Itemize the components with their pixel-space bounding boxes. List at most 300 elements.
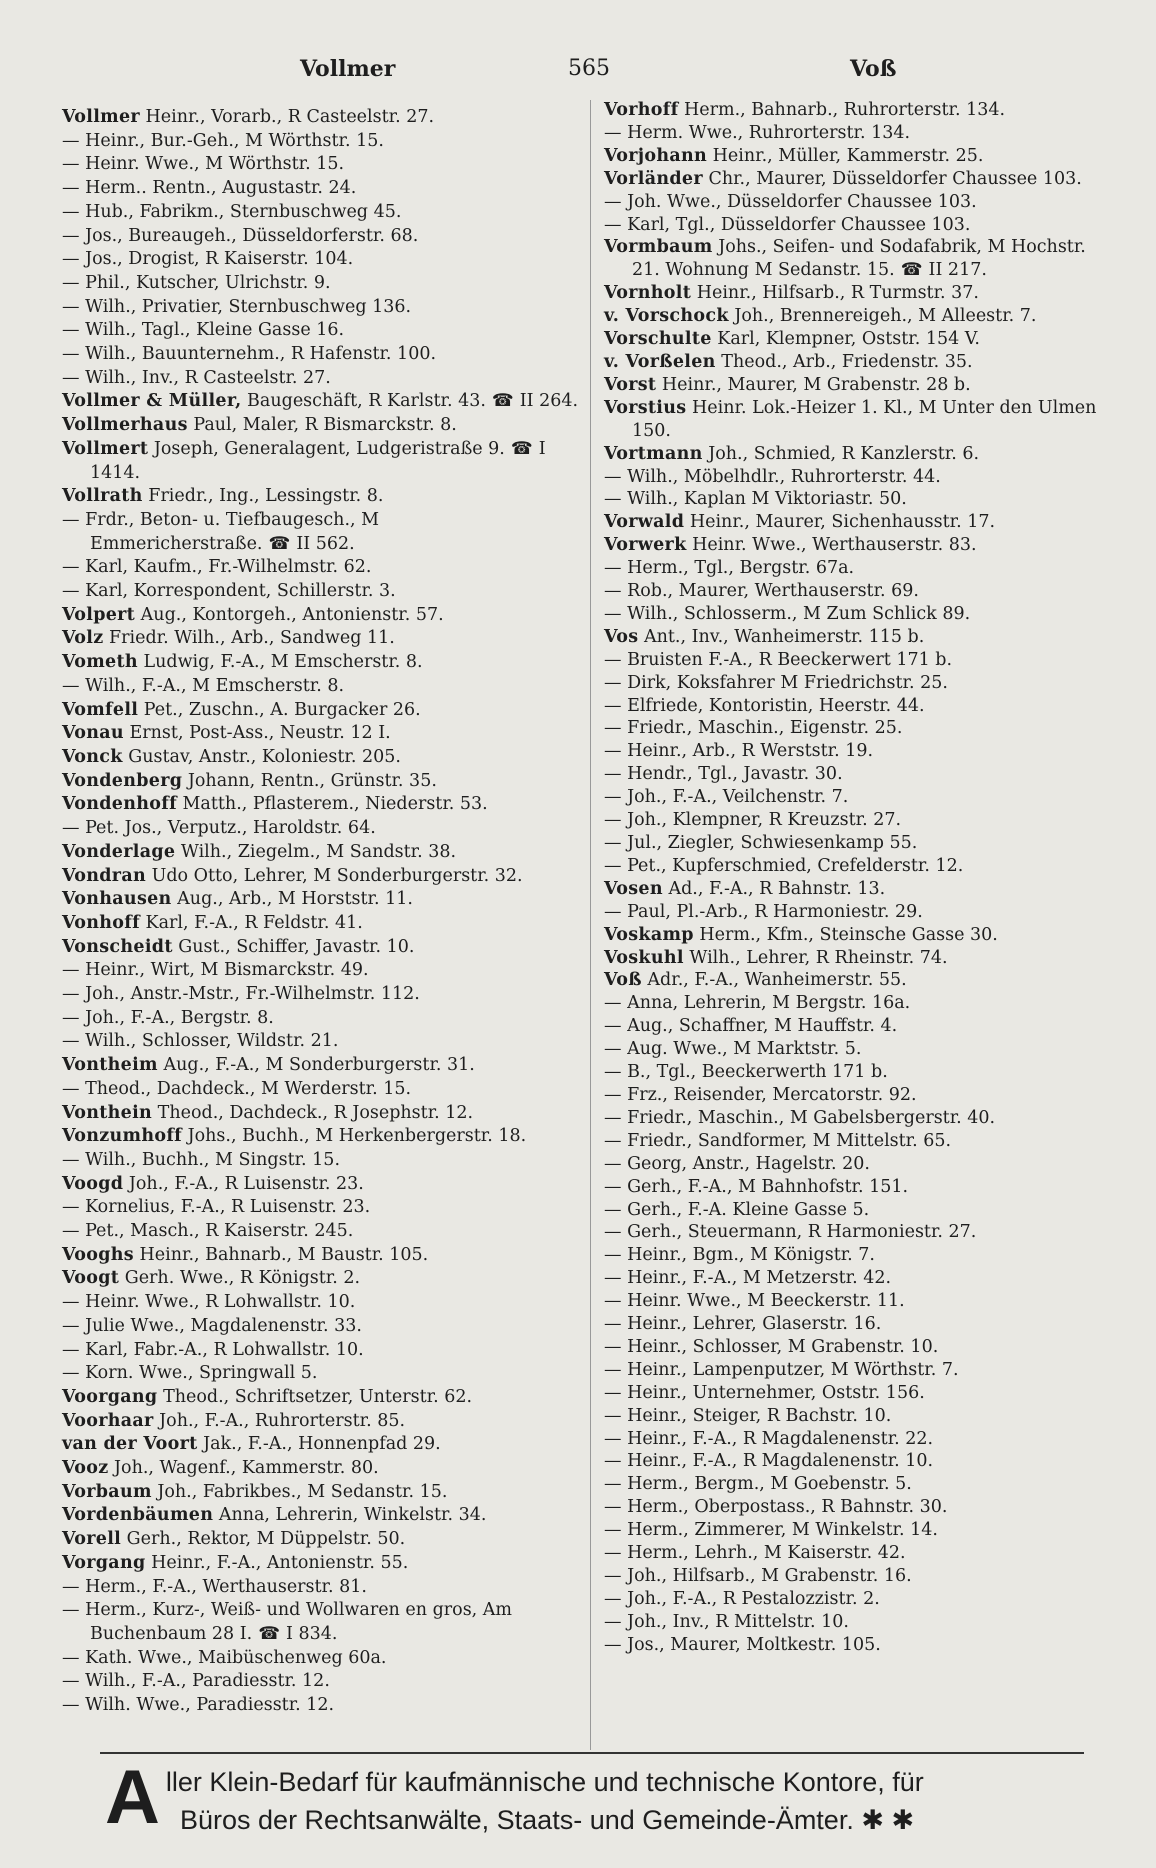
entry-details: — Karl, Tgl., Düsseldorfer Chaussee 103. (604, 214, 971, 235)
entry-details: Paul, Maler, R Bismarckstr. 8. (193, 415, 457, 436)
entry-details: Joh., Fabrikbes., M Sedanstr. 15. (157, 1481, 448, 1502)
entry-surname: Vollmer (62, 107, 140, 127)
directory-entry (604, 1519, 1104, 1542)
entry-surname: Voorgang (62, 1386, 158, 1407)
directory-entry (62, 1576, 582, 1600)
entry-surname: Vorschulte (604, 329, 712, 350)
entry-details: — Frdr., Beton- u. Tiefbaugesch., M Emmericherstraße. (62, 509, 380, 554)
entry-details: — Wilh., Kaplan M Viktoriastr. 50. (604, 489, 907, 510)
entry-details: Anna, Lehrerin, Winkelstr. 34. (218, 1505, 487, 1526)
entry-surname: Vorgang (62, 1552, 146, 1573)
entry-details: Karl, F.-A., R Feldstr. 41. (145, 912, 363, 933)
entry-surname: Voskamp (604, 924, 694, 945)
entry-details: — Elfriede, Kontoristin, Heerstr. 44. (604, 695, 925, 716)
entry-details: Baugeschäft, R Karlstr. 43. (247, 391, 486, 412)
entry-details: — Herm., F.-A., Werthauserstr. 81. (62, 1576, 367, 1597)
entry-surname: Vos (604, 626, 639, 647)
entry-surname: Vollmerhaus (62, 415, 188, 436)
directory-entry (604, 305, 1104, 328)
entry-details: Gerh. Wwe., R Königstr. 2. (124, 1268, 361, 1289)
directory-entry (604, 717, 1104, 740)
entry-details: — Joh. Wwe., Düsseldorfer Chaussee 103. (604, 191, 977, 212)
entry-details: — Wilh., Inv., R Casteelstr. 27. (62, 367, 331, 388)
entry-surname: Vosen (604, 878, 663, 899)
entry-details: — Karl, Kaufm., Fr.-Wilhelmstr. 62. (62, 557, 372, 578)
entry-details: Pet., Zuschn., A. Burgacker 26. (143, 699, 421, 720)
entry-details: — Joh., Inv., R Mittelstr. 10. (604, 1611, 849, 1632)
directory-entry (62, 865, 582, 889)
entry-details: — Heinr., F.-A., M Metzerstr. 42. (604, 1268, 892, 1289)
entry-surname: Vorell (62, 1529, 122, 1550)
entry-details: Wilh., Lehrer, R Rheinstr. 74. (689, 947, 948, 968)
entry-details: — Herm., Bergm., M Goebenstr. 5. (604, 1474, 912, 1495)
entry-surname: Vontheim (62, 1055, 158, 1076)
entry-details: — Wilh., Schlosser, Wildstr. 21. (62, 1031, 339, 1052)
directory-entry (62, 1007, 582, 1031)
directory-entry (604, 580, 1104, 603)
directory-entry (604, 236, 1104, 282)
entry-details: — Jos., Drogist, R Kaiserstr. 104. (62, 249, 354, 270)
entry-details: — Wilh., Schlosserm., M Zum Schlick 89. (604, 603, 971, 624)
directory-entry (62, 367, 582, 391)
entry-details: — Paul, Pl.-Arb., R Harmoniestr. 29. (604, 901, 923, 922)
entry-surname: Vorhoff (604, 100, 679, 120)
entry-details: — Heinr., Schlosser, M Grabenstr. 10. (604, 1336, 939, 1357)
directory-entry (62, 1386, 582, 1410)
directory-entry (62, 1244, 582, 1268)
directory-entry (62, 1149, 582, 1173)
entry-details: Joh., Wagenf., Kammerstr. 80. (114, 1458, 379, 1479)
directory-entry (604, 1565, 1104, 1588)
directory-entry (62, 485, 582, 509)
entry-surname: Voskuhl (604, 947, 684, 968)
directory-entry (62, 699, 582, 723)
entry-details: — Heinr., F.-A., R Magdalenenstr. 22. (604, 1428, 934, 1449)
directory-entry (62, 177, 582, 201)
directory-entry (604, 1611, 1104, 1634)
directory-entry (604, 786, 1104, 809)
entry-details: Karl, Klempner, Oststr. 154 V. (717, 329, 980, 350)
directory-entry (62, 1339, 582, 1363)
entry-details: — Kath. Wwe., Maibüschenweg 60a. (62, 1647, 387, 1668)
directory-entry (62, 1125, 582, 1149)
entry-surname: Vonau (62, 723, 124, 744)
running-head-right: Voß (850, 56, 897, 82)
entry-details: Gustav, Anstr., Koloniestr. 205. (128, 746, 401, 767)
entry-details: Joh., Brennereigeh., M Alleestr. 7. (734, 306, 1037, 327)
directory-entry (604, 214, 1104, 237)
entry-surname: v. Vorßelen (604, 351, 716, 372)
entry-details: — Pet. Jos., Verputz., Haroldstr. 64. (62, 818, 376, 839)
entry-surname: Vornholt (604, 283, 692, 304)
directory-entry (62, 1173, 582, 1197)
entry-surname: Voß (604, 970, 642, 991)
directory-entry (604, 1130, 1104, 1153)
directory-entry (604, 763, 1104, 786)
directory-entry (62, 817, 582, 841)
directory-entry (604, 99, 1104, 122)
directory-entry (62, 936, 582, 960)
entry-details: — Heinr. Wwe., M Beeckerstr. 11. (604, 1291, 905, 1312)
entry-details: Theod., Schriftsetzer, Unterstr. 62. (163, 1386, 473, 1407)
directory-entry (604, 626, 1104, 649)
entry-surname: Vorländer (604, 168, 703, 189)
directory-entry (62, 509, 582, 556)
entry-details: — Karl, Korrespondent, Schillerstr. 3. (62, 581, 396, 602)
entry-details: Heinr., Hilfsarb., R Turmstr. 37. (696, 283, 979, 304)
entry-details: — Wilh., Bauunternehm., R Hafenstr. 100. (62, 344, 437, 365)
entry-details: — Wilh., F.-A., M Emscherstr. 8. (62, 675, 345, 696)
directory-entry (604, 1405, 1104, 1428)
entry-details: Johann, Rentn., Grünstr. 35. (187, 770, 437, 791)
directory-entry (604, 1359, 1104, 1382)
entry-details: Joh., F.-A., Ruhrorterstr. 85. (159, 1410, 406, 1431)
directory-entry (604, 466, 1104, 489)
entry-details: — Herm., Kurz-, Weiß- und Wollwaren en gros, Am Buchenbaum 28 I. (62, 1600, 513, 1644)
entry-details: — Herm., Tgl., Bergstr. 67a. (604, 558, 855, 579)
directory-entry (62, 130, 582, 154)
entry-surname: Vondenberg (62, 770, 183, 791)
entry-surname: Vonck (62, 746, 123, 767)
directory-entry (604, 832, 1104, 855)
directory-entry (604, 328, 1104, 351)
directory-entry (604, 1015, 1104, 1038)
directory-entry (604, 1038, 1104, 1061)
directory-entry (62, 556, 582, 580)
directory-entry (62, 225, 582, 249)
entry-details: Joseph, Generalagent, Ludgeristraße 9. (153, 438, 505, 459)
entry-details: — Heinr., Lampenputzer, M Wörthstr. 7. (604, 1359, 959, 1380)
directory-entry (604, 1244, 1104, 1267)
directory-entry (62, 580, 582, 604)
entry-details: — Heinr., F.-A., R Magdalenenstr. 10. (604, 1451, 934, 1472)
entry-details: — Jos., Bureaugeh., Düsseldorferstr. 68. (62, 225, 419, 246)
entry-details: — Gerh., F.-A., M Bahnhofstr. 151. (604, 1176, 909, 1197)
entry-details: Aug., Arb., M Horststr. 11. (177, 889, 413, 910)
entry-surname: Vormbaum (604, 237, 713, 258)
entry-details: — Dirk, Koksfahrer M Friedrichstr. 25. (604, 672, 948, 693)
entry-surname: Vorst (604, 374, 657, 395)
directory-entry (62, 153, 582, 177)
entry-details: Gerh., Rektor, M Düppelstr. 50. (126, 1529, 406, 1550)
directory-entry (604, 1336, 1104, 1359)
entry-surname: Vorwerk (604, 535, 687, 556)
entry-details: — Korn. Wwe., Springwall 5. (62, 1363, 318, 1384)
entry-details: — Wilh., Tagl., Kleine Gasse 16. (62, 320, 345, 341)
entry-details: — Aug., Schaffner, M Hauffstr. 4. (604, 1016, 898, 1037)
entry-surname: Vondenhoff (62, 794, 177, 815)
entry-details: Herm., Kfm., Steinsche Gasse 30. (699, 924, 998, 945)
entry-details: — Friedr., Maschin., Eigenstr. 25. (604, 718, 903, 739)
directory-entry (604, 351, 1104, 374)
entry-details: — Heinr., Unternehmer, Oststr. 156. (604, 1382, 925, 1403)
telephone-icon: ☎ (900, 260, 923, 281)
directory-entry (604, 488, 1104, 511)
directory-entry (604, 947, 1104, 970)
entry-details: — Kornelius, F.-A., R Luisenstr. 23. (62, 1197, 371, 1218)
directory-entry (604, 1084, 1104, 1107)
directory-entry (604, 901, 1104, 924)
entry-details: Chr., Maurer, Düsseldorfer Chaussee 103. (708, 168, 1082, 189)
entry-details: — Joh., Anstr.-Mstr., Fr.-Wilhelmstr. 112. (62, 984, 420, 1005)
entry-details: — Heinr. Wwe., M Wörthstr. 15. (62, 154, 345, 175)
directory-entry (62, 1220, 582, 1244)
directory-entry (604, 511, 1104, 534)
left-column (62, 106, 582, 1718)
directory-entry (604, 603, 1104, 626)
right-column (604, 99, 1104, 1657)
telephone-icon: ☎ (258, 1624, 281, 1644)
directory-entry (62, 201, 582, 225)
entry-details: Ant., Inv., Wanheimerstr. 115 b. (643, 626, 925, 647)
phone-number: II 562. (296, 533, 355, 554)
entry-details: — Phil., Kutscher, Ulrichstr. 9. (62, 272, 331, 293)
column-divider (590, 100, 591, 1750)
directory-entry (62, 888, 582, 912)
directory-entry (604, 1473, 1104, 1496)
directory-entry (62, 1030, 582, 1054)
ad-initial: A (105, 1755, 160, 1840)
directory-entry (62, 983, 582, 1007)
directory-entry (604, 992, 1104, 1015)
entry-details: — Gerh., Steuermann, R Harmoniestr. 27. (604, 1222, 977, 1243)
entry-details: — Theod., Dachdeck., M Werderstr. 15. (62, 1078, 412, 1099)
entry-details: — Frz., Reisender, Mercatorstr. 92. (604, 1084, 917, 1105)
directory-entry (62, 675, 582, 699)
directory-entry (62, 1054, 582, 1078)
entry-details: — Rob., Maurer, Werthauserstr. 69. (604, 581, 919, 602)
directory-entry (62, 1102, 582, 1126)
entry-details: Johs., Buchh., M Herkenbergerstr. 18. (187, 1126, 527, 1147)
entry-details: — Hub., Fabrikm., Sternbuschweg 45. (62, 201, 402, 222)
entry-details: Heinr., Maurer, M Grabenstr. 28 b. (661, 374, 971, 395)
entry-details: — Bruisten F.-A., R Beeckerwert 171 b. (604, 649, 953, 670)
entry-surname: Voogt (62, 1268, 120, 1289)
directory-entry (604, 374, 1104, 397)
directory-entry (604, 443, 1104, 466)
directory-entry (62, 1694, 582, 1718)
directory-entry (62, 1481, 582, 1505)
entry-details: Heinr., Müller, Kammerstr. 25. (712, 145, 984, 166)
entry-surname: Vorbaum (62, 1481, 152, 1502)
directory-entry (62, 438, 582, 485)
directory-entry (604, 1634, 1104, 1657)
entry-details: Heinr., Bahnarb., M Baustr. 105. (139, 1244, 429, 1265)
entry-details: — Heinr., Bgm., M Königstr. 7. (604, 1245, 875, 1266)
directory-entry (604, 809, 1104, 832)
entry-details: — Wilh., F.-A., Paradiesstr. 12. (62, 1671, 330, 1692)
directory-entry (62, 414, 582, 438)
directory-entry (604, 649, 1104, 672)
directory-entry (604, 282, 1104, 305)
directory-entry (62, 1315, 582, 1339)
directory-entry (62, 1078, 582, 1102)
directory-entry (604, 740, 1104, 763)
entry-details: Heinr., Maurer, Sichenhausstr. 17. (689, 512, 996, 533)
directory-entry (62, 1552, 582, 1576)
entry-details: Johs., Seifen- und Sodafabrik, M Hochstr. 21. Wohnung M Sedanstr. 15. (632, 237, 1086, 281)
phone-number: I 834. (286, 1624, 338, 1644)
directory-entry (62, 1599, 582, 1646)
entry-surname: Vomfell (62, 699, 139, 720)
entry-details: — Joh., Hilfsarb., M Grabenstr. 16. (604, 1566, 912, 1586)
ad-line-1: ller Klein-Bedarf für kaufmännische und technische Kontore, für (165, 1767, 924, 1797)
directory-entry (62, 627, 582, 651)
directory-entry (604, 924, 1104, 947)
phone-number: II 217. (928, 260, 987, 281)
phone-number: II 264. (519, 391, 579, 412)
entry-surname: van der Voort (62, 1434, 198, 1455)
entry-surname: Vollrath (62, 486, 143, 507)
directory-entry (62, 841, 582, 865)
directory-entry (604, 969, 1104, 992)
entry-details: — Wilh. Wwe., Paradiesstr. 12. (62, 1695, 335, 1716)
entry-surname: Voogd (62, 1173, 124, 1194)
directory-entry (62, 746, 582, 770)
entry-details: Adr., F.-A., Wanheimerstr. 55. (647, 970, 907, 991)
directory-entry (604, 557, 1104, 580)
entry-details: — Pet., Masch., R Kaiserstr. 245. (62, 1221, 354, 1242)
ad-line-2: Büros der Rechtsanwälte, Staats- und Gemeinde-Ämter. ✱ ✱ (180, 1805, 915, 1835)
entry-details: — Wilh., Möbelhdlr., Ruhrorterstr. 44. (604, 466, 941, 487)
directory-entry (62, 1291, 582, 1315)
directory-entry (62, 106, 582, 130)
entry-surname: Voorhaar (62, 1410, 154, 1431)
entry-details: Friedr. Wilh., Arb., Sandweg 11. (109, 628, 395, 649)
directory-entry (604, 1428, 1104, 1451)
entry-details: — Herm., Oberpostass., R Bahnstr. 30. (604, 1497, 948, 1518)
directory-entry (604, 1267, 1104, 1290)
directory-entry (604, 1221, 1104, 1244)
entry-surname: v. Vorschock (604, 306, 729, 327)
entry-details: Heinr. Wwe., Werthauserstr. 83. (692, 535, 977, 556)
entry-surname: Vonthein (62, 1102, 153, 1123)
directory-entry (62, 651, 582, 675)
directory-entry (62, 1504, 582, 1528)
directory-entry (604, 397, 1104, 443)
directory-entry (604, 122, 1104, 145)
footer-rule (100, 1752, 1084, 1754)
entry-details: Aug., Kontorgeh., Antonienstr. 57. (140, 604, 444, 625)
directory-entry (604, 855, 1104, 878)
directory-entry (604, 1382, 1104, 1405)
entry-surname: Vooz (62, 1458, 109, 1479)
directory-entry (604, 1588, 1104, 1611)
entry-details: — Herm., Lehrh., M Kaiserstr. 42. (604, 1543, 906, 1564)
directory-entry (62, 272, 582, 296)
entry-details: Aug., F.-A., M Sonderburgerstr. 31. (163, 1055, 475, 1076)
directory-entry (62, 1647, 582, 1671)
entry-details: — Gerh., F.-A. Kleine Gasse 5. (604, 1199, 870, 1220)
entry-details: Jak., F.-A., Honnenpfad 29. (203, 1434, 441, 1455)
directory-entry (62, 319, 582, 343)
directory-entry (62, 1362, 582, 1386)
directory-entry (604, 1496, 1104, 1519)
directory-entry (62, 770, 582, 794)
directory-entry (604, 534, 1104, 557)
entry-surname: Vonhausen (62, 889, 172, 910)
entry-surname: Vooghs (62, 1244, 134, 1265)
directory-entry (604, 1450, 1104, 1473)
directory-entry (604, 1542, 1104, 1565)
directory-entry (604, 695, 1104, 718)
entry-details: — Jul., Ziegler, Schwiesenkamp 55. (604, 833, 918, 853)
entry-details: Heinr. Lok.-Heizer 1. Kl., M Unter den Ulmen 150. (632, 397, 1097, 441)
entry-details: — Julie Wwe., Magdalenenstr. 33. (62, 1315, 362, 1336)
directory-entry (604, 168, 1104, 191)
entry-details: — B., Tgl., Beeckerwerth 171 b. (604, 1062, 888, 1083)
directory-entry (604, 1107, 1104, 1130)
directory-entry (604, 878, 1104, 901)
entry-surname: Vonzumhoff (62, 1126, 182, 1147)
entry-details: — Friedr., Maschin., M Gabelsbergerstr. 40. (604, 1107, 996, 1128)
telephone-icon: ☎ (491, 391, 514, 412)
directory-entry (604, 1153, 1104, 1176)
entry-surname: Volpert (62, 604, 136, 625)
entry-details: — Joh., F.-A., Veilchenstr. 7. (604, 787, 849, 808)
directory-entry (62, 959, 582, 983)
entry-surname: Vonderlage (62, 841, 176, 862)
phone-number: I 1414. (90, 438, 546, 483)
entry-details: Ernst, Post-Ass., Neustr. 12 I. (129, 723, 391, 744)
entry-surname: Volz (62, 628, 104, 649)
entry-surname: Vometh (62, 652, 138, 673)
entry-details: Gust., Schiffer, Javastr. 10. (178, 936, 415, 957)
directory-entry (604, 191, 1104, 214)
entry-details: — Joh., F.-A., R Pestalozzistr. 2. (604, 1588, 880, 1609)
entry-details: — Herm., Zimmerer, M Winkelstr. 14. (604, 1520, 938, 1541)
entry-surname: Vortmann (604, 443, 703, 464)
entry-details: — Heinr., Wirt, M Bismarckstr. 49. (62, 960, 369, 981)
directory-entry (62, 248, 582, 272)
directory-entry (62, 912, 582, 936)
telephone-icon: ☎ (268, 533, 291, 554)
entry-details: Matth., Pflasterem., Niederstr. 53. (182, 794, 488, 815)
directory-entry (62, 296, 582, 320)
directory-entry (604, 672, 1104, 695)
directory-entry (604, 1176, 1104, 1199)
entry-surname: Vollmert (62, 438, 149, 459)
entry-surname: Vordenbäumen (62, 1505, 214, 1526)
directory-entry (62, 1410, 582, 1434)
directory-entry (604, 1313, 1104, 1336)
directory-entry (604, 1199, 1104, 1222)
entry-details: Herm., Bahnarb., Ruhrorterstr. 134. (684, 100, 1006, 120)
running-head-left: Vollmer (300, 56, 396, 82)
directory-entry (604, 1290, 1104, 1313)
entry-details: — Joh., F.-A., Bergstr. 8. (62, 1007, 274, 1028)
directory-entry (62, 1528, 582, 1552)
entry-details: — Georg, Anstr., Hagelstr. 20. (604, 1153, 870, 1174)
entry-details: — Heinr., Steiger, R Bachstr. 10. (604, 1405, 892, 1426)
entry-details: — Aug. Wwe., M Marktstr. 5. (604, 1039, 862, 1060)
directory-entry (62, 1433, 582, 1457)
entry-surname: Vondran (62, 865, 146, 886)
entry-details: Joh., F.-A., R Luisenstr. 23. (128, 1173, 364, 1194)
entry-details: Heinr., F.-A., Antonienstr. 55. (151, 1552, 409, 1573)
entry-details: — Pet., Kupferschmied, Crefelderstr. 12. (604, 855, 964, 876)
directory-entry (62, 793, 582, 817)
entry-details: Theod., Dachdeck., R Josephstr. 12. (157, 1102, 474, 1123)
telephone-icon: ☎ (510, 438, 533, 459)
entry-surname: Vorjohann (604, 145, 708, 166)
entry-details: Udo Otto, Lehrer, M Sonderburgerstr. 32. (151, 865, 523, 886)
entry-details: — Friedr., Sandformer, M Mittelstr. 65. (604, 1130, 952, 1151)
entry-details: — Anna, Lehrerin, M Bergstr. 16a. (604, 993, 911, 1014)
entry-surname: Vorwald (604, 512, 685, 533)
entry-details: — Joh., Klempner, R Kreuzstr. 27. (604, 810, 902, 831)
entry-details: — Wilh., Privatier, Sternbuschweg 136. (62, 296, 412, 317)
